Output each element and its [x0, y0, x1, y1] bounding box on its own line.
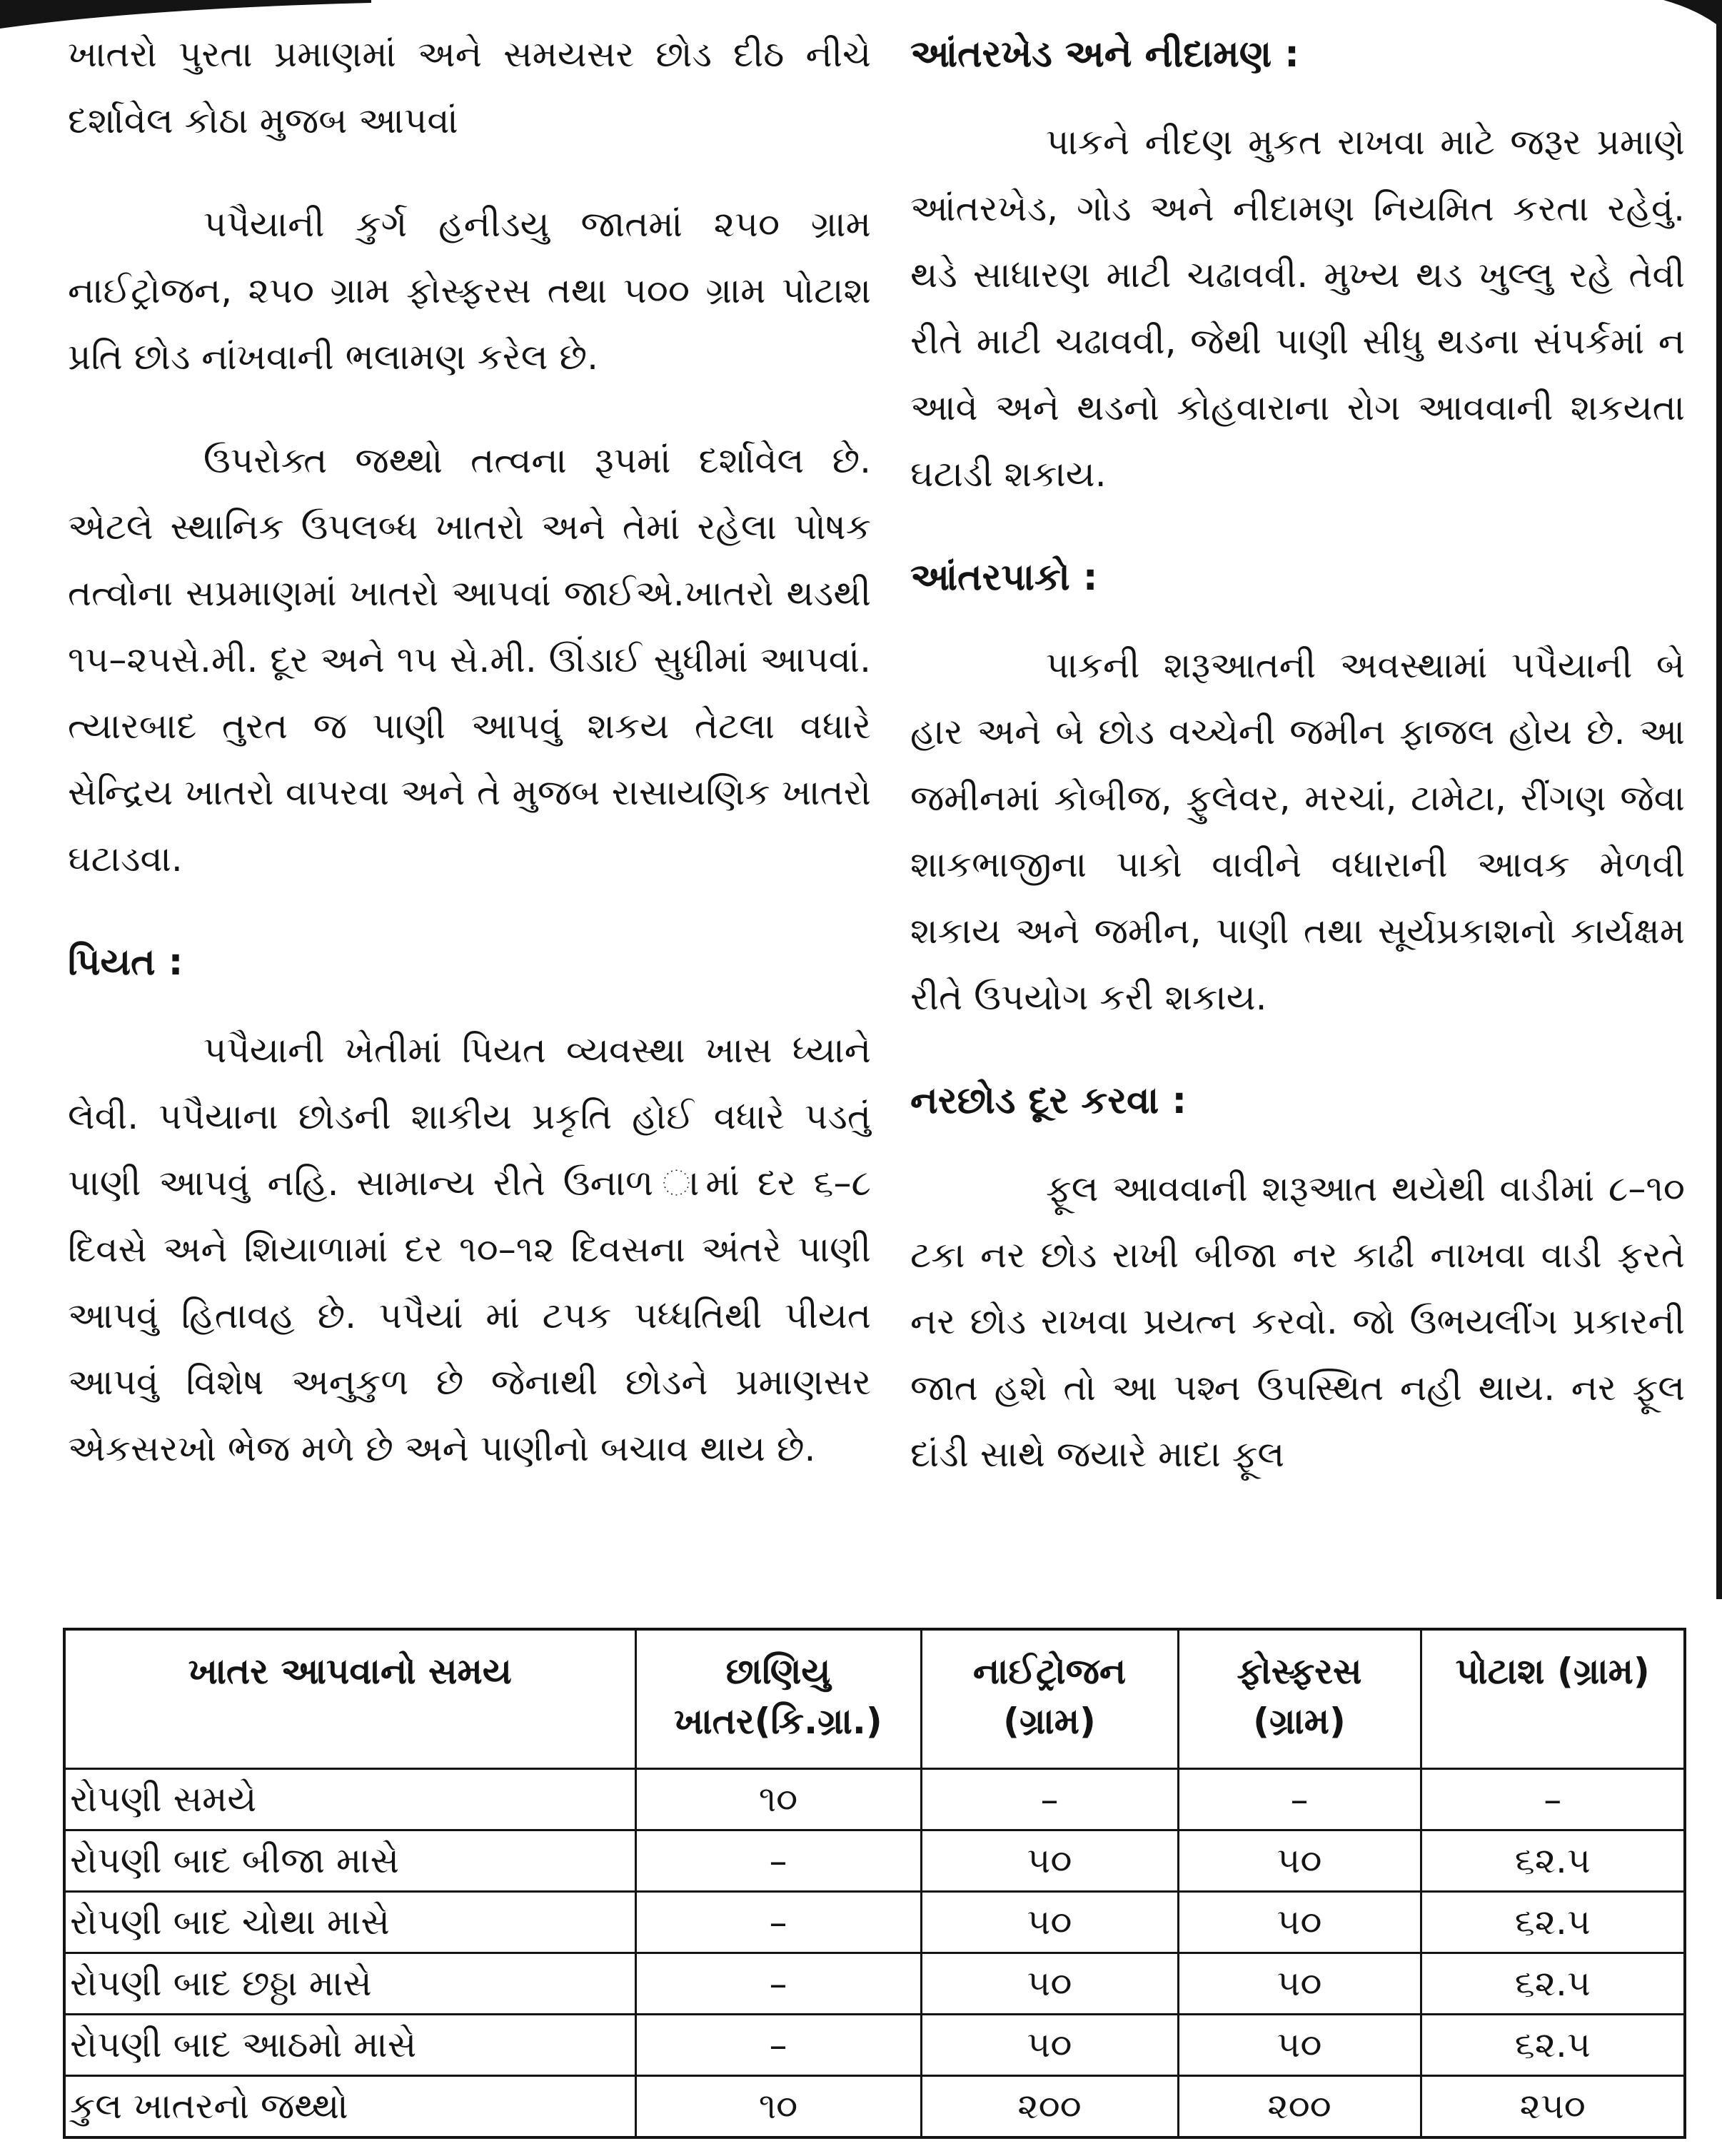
cell-manure: –: [635, 2015, 921, 2076]
cell-potash: –: [1421, 1769, 1685, 1830]
table-row: [64, 2015, 1685, 2076]
paragraph-male-plant-removal: ફૂલ આવવાની શરૂઆત થયેથી વાડીમાં ૮–૧૦ ટકા નર છોડ રાખી બીજા નર કાઢી નાખવા વાડી ફરતે નર છોડ રાખવા પ્રયત્ન કરવો. જો ઉભયલીંગ પ્રકારની જાત હશે તો આ પશ્ન ઉપસ્થિત નહી થાય. નર ફૂલ દાંડી સાથે જયારે માદા ફૂલ: [910, 1168, 1685, 1475]
paragraph-intercrop: પાકની શરૂઆતની અવસ્થામાં પપૈયાની બે હાર અને બે છોડ વચ્ચેની જમીન ફાજલ હોય છે. આ જમીનમાં કોબીજ, ફુલેવર, મરચાં, ટામેટા, રીંગણ જેવા શાકભાજીના પાકો વાવીને વધારાની આવક મેળવી શકાય અને જમીન, પાણી તથા સૂર્યપ્રકાશનો કાર્યક્ષમ રીતે ઉપયોગ કરી શકાય.: [910, 645, 1685, 1018]
table-row: [64, 1953, 1685, 2015]
cell-phosphorus: ૫૦: [1178, 2015, 1421, 2076]
header-phosphorus: ફોસ્ફરસ (ગ્રામ): [1178, 1629, 1421, 1769]
heading-weeding: આંતરખેડ અને નીદામણ :: [910, 33, 1299, 76]
table-row-total: [64, 2076, 1685, 2138]
paragraph-weeding: પાકને નીદણ મુકત રાખવા માટે જરૂર પ્રમાણે આંતરખેડ, ગોડ અને નીદામણ નિયમિત કરતા રહેવું. થડે સાધારણ માટી ચઢાવવી. મુખ્ય થડ ખુલ્લુ રહે તેવી રીતે માટી ચઢાવવી, જેથી પાણી સીધુ થડના સંપર્કમાં ન આવે અને થડનો કોહવારાના રોગ આવવાની શકયતા ઘટાડી શકાય.: [910, 121, 1685, 495]
row-label: રોપણી સમયે: [64, 1769, 635, 1830]
paragraph-irrigation: પપૈયાની ખેતીમાં પિયત વ્યવસ્થા ખાસ ધ્યાને લેવી. પપૈયાના છોડની શાકીય પ્રકૃતિ હોઈ વધારે પડતું પાણી આપવું નહિ. સામાન્ય રીતે ઉનાળ ામાં દર ૬–૮ દિવસે અને શિયાળામાં દર ૧૦–૧૨ દિવસના અંતરે પાણી આપવું હિતાવહ છે. પપૈયાં માં ટપક પધ્ધતિથી પીયત આપવું વિશેષ અનુકુળ છે જેનાથી છોડને પ્રમાણસર એકસરખો ભેજ મળે છે અને પાણીનો બચાવ થાય છે.: [68, 1029, 871, 1469]
heading-intercrop: આંતરપાકો :: [910, 556, 1098, 599]
cell-nitrogen: –: [921, 1769, 1178, 1830]
cell-potash: ૬૨.૫: [1421, 1830, 1685, 1892]
cell-potash: ૬૨.૫: [1421, 1892, 1685, 1953]
header-potash: પોટાશ (ગ્રામ): [1421, 1629, 1685, 1769]
table-row: [64, 1830, 1685, 1892]
cell-manure: –: [635, 1830, 921, 1892]
cell-nitrogen: ૫૦: [921, 2015, 1178, 2076]
header-nitrogen: નાઈટ્રોજન (ગ્રામ): [921, 1629, 1178, 1769]
cell-manure: ૧૦: [635, 1769, 921, 1830]
header-farmyard-manure: છાણિયુ ખાતર(કિ.ગ્રા.): [635, 1629, 921, 1769]
fertilizer-schedule-table: [63, 1628, 1686, 2139]
cell-phosphorus: –: [1178, 1769, 1421, 1830]
row-label: રોપણી બાદ છઠ્ઠા માસે: [64, 1953, 635, 2015]
cell-phosphorus: ૫૦: [1178, 1953, 1421, 2015]
paragraph-fertilizer-method: ઉપરોક્ત જથ્થો તત્વના રૂપમાં દર્શાવેલ છે. એટલે સ્થાનિક ઉપલબ્ધ ખાતરો અને તેમાં રહેલા પોષક તત્વોના સપ્રમાણમાં ખાતરો આપવાં જાઈએ.ખાતરો થડથી ૧૫–૨૫સે.મી. દૂર અને ૧૫ સે.મી. ઊંડાઈ સુધીમાં આપવાં. ત્યારબાદ તુરત જ પાણી આપવું શકય તેટલા વધારે સેન્દ્રિય ખાતરો વાપરવા અને તે મુજબ રાસાયણિક ખાતરો ઘટાડવા.: [68, 440, 871, 880]
cell-nitrogen: ૫૦: [921, 1892, 1178, 1953]
cell-manure: –: [635, 1953, 921, 2015]
cell-phosphorus: ૫૦: [1178, 1830, 1421, 1892]
row-label: કુલ ખાતરનો જથ્થો: [64, 2076, 635, 2138]
cell-nitrogen: ૫૦: [921, 1830, 1178, 1892]
row-label: રોપણી બાદ આઠમો માસે: [64, 2015, 635, 2076]
cell-potash: ૬૨.૫: [1421, 1953, 1685, 2015]
table-row: [64, 1892, 1685, 1953]
paragraph-fertilizer-dose: પપૈયાની કુર્ગ હનીડયુ જાતમાં ૨૫૦ ગ્રામ નાઈટ્રોજન, ૨૫૦ ગ્રામ ફોસ્ફરસ તથા ૫૦૦ ગ્રામ પોટાશ પ્રતિ છોડ નાંખવાની ભલામણ કરેલ છે.: [68, 203, 871, 378]
cell-phosphorus: ૫૦: [1178, 1892, 1421, 1953]
heading-male-plant-removal: નરછોડ દૂર કરવા :: [910, 1079, 1187, 1122]
cell-nitrogen: ૫૦: [921, 1953, 1178, 2015]
row-label: રોપણી બાદ બીજા માસે: [64, 1830, 635, 1892]
cell-phosphorus: ૨૦૦: [1178, 2076, 1421, 2138]
left-column: [68, 21, 871, 1519]
cell-potash: ૬૨.૫: [1421, 2015, 1685, 2076]
cell-manure: ૧૦: [635, 2076, 921, 2138]
table-row: [64, 1769, 1685, 1830]
right-column: [910, 21, 1685, 1624]
row-label: રોપણી બાદ ચોથા માસે: [64, 1892, 635, 1953]
cell-potash: ૨૫૦: [1421, 2076, 1685, 2138]
paragraph-fertilizer-intro: ખાતરો પુરતા પ્રમાણમાં અને સમયસર છોડ દીઠ નીચે દર્શાવેલ કોઠા મુજબ આપવાં: [68, 34, 871, 141]
cell-manure: –: [635, 1892, 921, 1953]
table-header-row: [64, 1629, 1685, 1769]
heading-irrigation: પિયત :: [68, 941, 183, 984]
cell-nitrogen: ૨૦૦: [921, 2076, 1178, 2138]
header-application-time: ખાતર આપવાનો સમય: [64, 1629, 635, 1769]
